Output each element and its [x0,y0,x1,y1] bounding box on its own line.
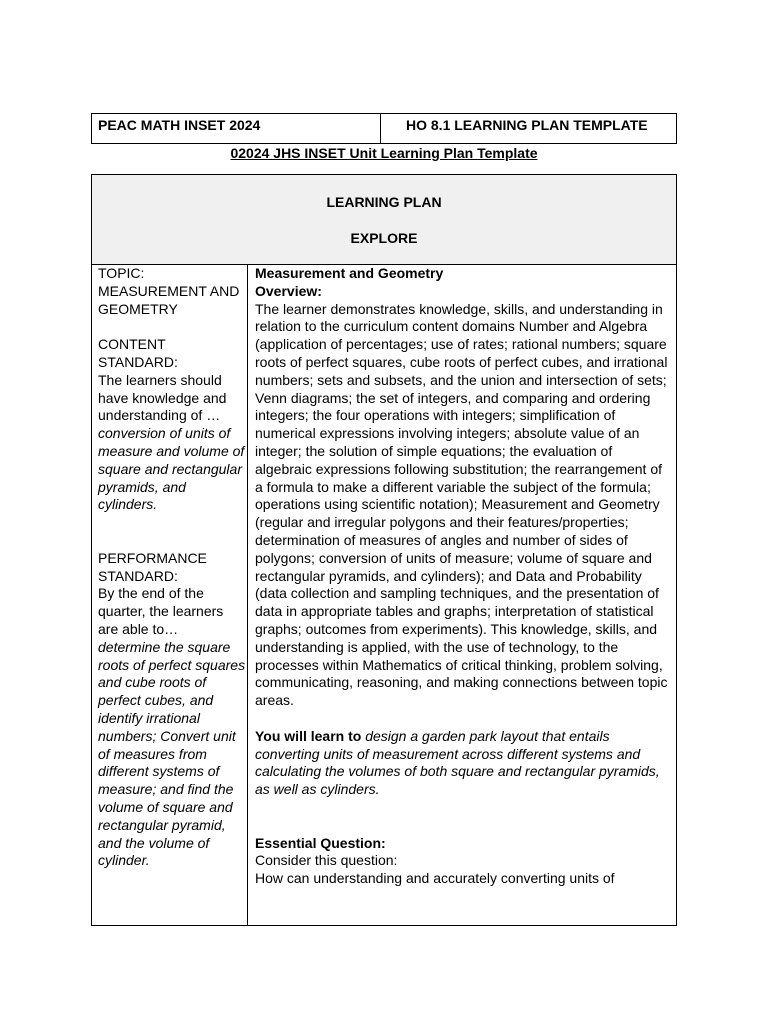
header-left-cell: PEAC MATH INSET 2024 [92,114,381,143]
section-title: Measurement and Geometry [255,265,444,281]
document-title: 02024 JHS INSET Unit Learning Plan Template [230,145,538,161]
content-standard-intro: The learners should have knowledge and understanding of … [98,371,227,424]
performance-standard-label: PERFORMANCE STANDARD: [98,549,207,584]
essential-question-intro: Consider this question: [255,852,398,869]
learning-plan-heading: LEARNING PLAN [326,194,442,210]
learn-label: You will learn to [255,727,362,744]
header-table [91,113,677,144]
essential-question-label: Essential Question: [255,834,386,851]
learning-plan-body [92,265,676,925]
learning-plan-header [92,175,676,265]
overview-column [248,265,676,925]
learn-text: design a garden park layout that entails converting units of measurement across different systems and calculating the volumes of both square and rectangular pyramids, as well as cylinders. [255,727,660,798]
content-standard-label: CONTENT STANDARD: [98,336,178,370]
performance-standard-text: determine the square roots of perfect squares and cube roots of perfect cubes, and identify irrational numbers; Convert unit of measures from different systems of measure; and find the volume of square and rectangular pyramid, and the volume of cylinder. [98,638,246,869]
overview-text: The learner demonstrates knowledge, skills, and understanding in relation to the curriculum content domains Number and Algebra (application of percentages; use of rates; rational numbers; square roots of perfect squares, cube roots of perfect cubes, and irrational numbers; sets and subsets, and the union and intersection of sets; Venn diagrams; the set of integers, and comparing and ordering integers; the four operations with integers; simplification of numerical expressions involving integers; absolute value of an integer; the solution of simple equations; the evaluation of algebraic expressions following substitution; the rearrangement of a formula to make a different variable the subject of the formula; operations using scientific notation); Measurement and Geometry (regular and irregular polygons and their features/properties; determination of measures of angles and number of sides of polygons; conversion of units of measure; volume of square and rectangular pyramids, and cylinders); and Data and Probability (data collection and sampling techniques, and the presentation of data in appropriate tables and graphs; interpretation of statistical graphs; outcomes from experiments). This knowledge, skills, and understanding is applied, with the use of technology, to the processes within Mathematics of critical thinking, problem solving, communicating, reasoning, and making connections between topic areas. [255,300,668,709]
essential-question-text: How can understanding and accurately converting units of [255,870,615,887]
overview-label: Overview: [255,282,322,299]
learning-plan-subheading: EXPLORE [350,230,418,246]
performance-standard-intro: By the end of the quarter, the learners are able to… [98,585,224,637]
standards-column [92,265,248,925]
content-standard-text: conversion of units of measure and volume of square and rectangular pyramids, and cylinders. [98,425,245,513]
learning-plan-table [91,174,677,926]
header-right-cell: HO 8.1 LEARNING PLAN TEMPLATE [406,117,648,133]
topic-text: TOPIC: MEASUREMENT AND GEOMETRY [98,265,240,317]
learn-paragraph [255,728,670,799]
